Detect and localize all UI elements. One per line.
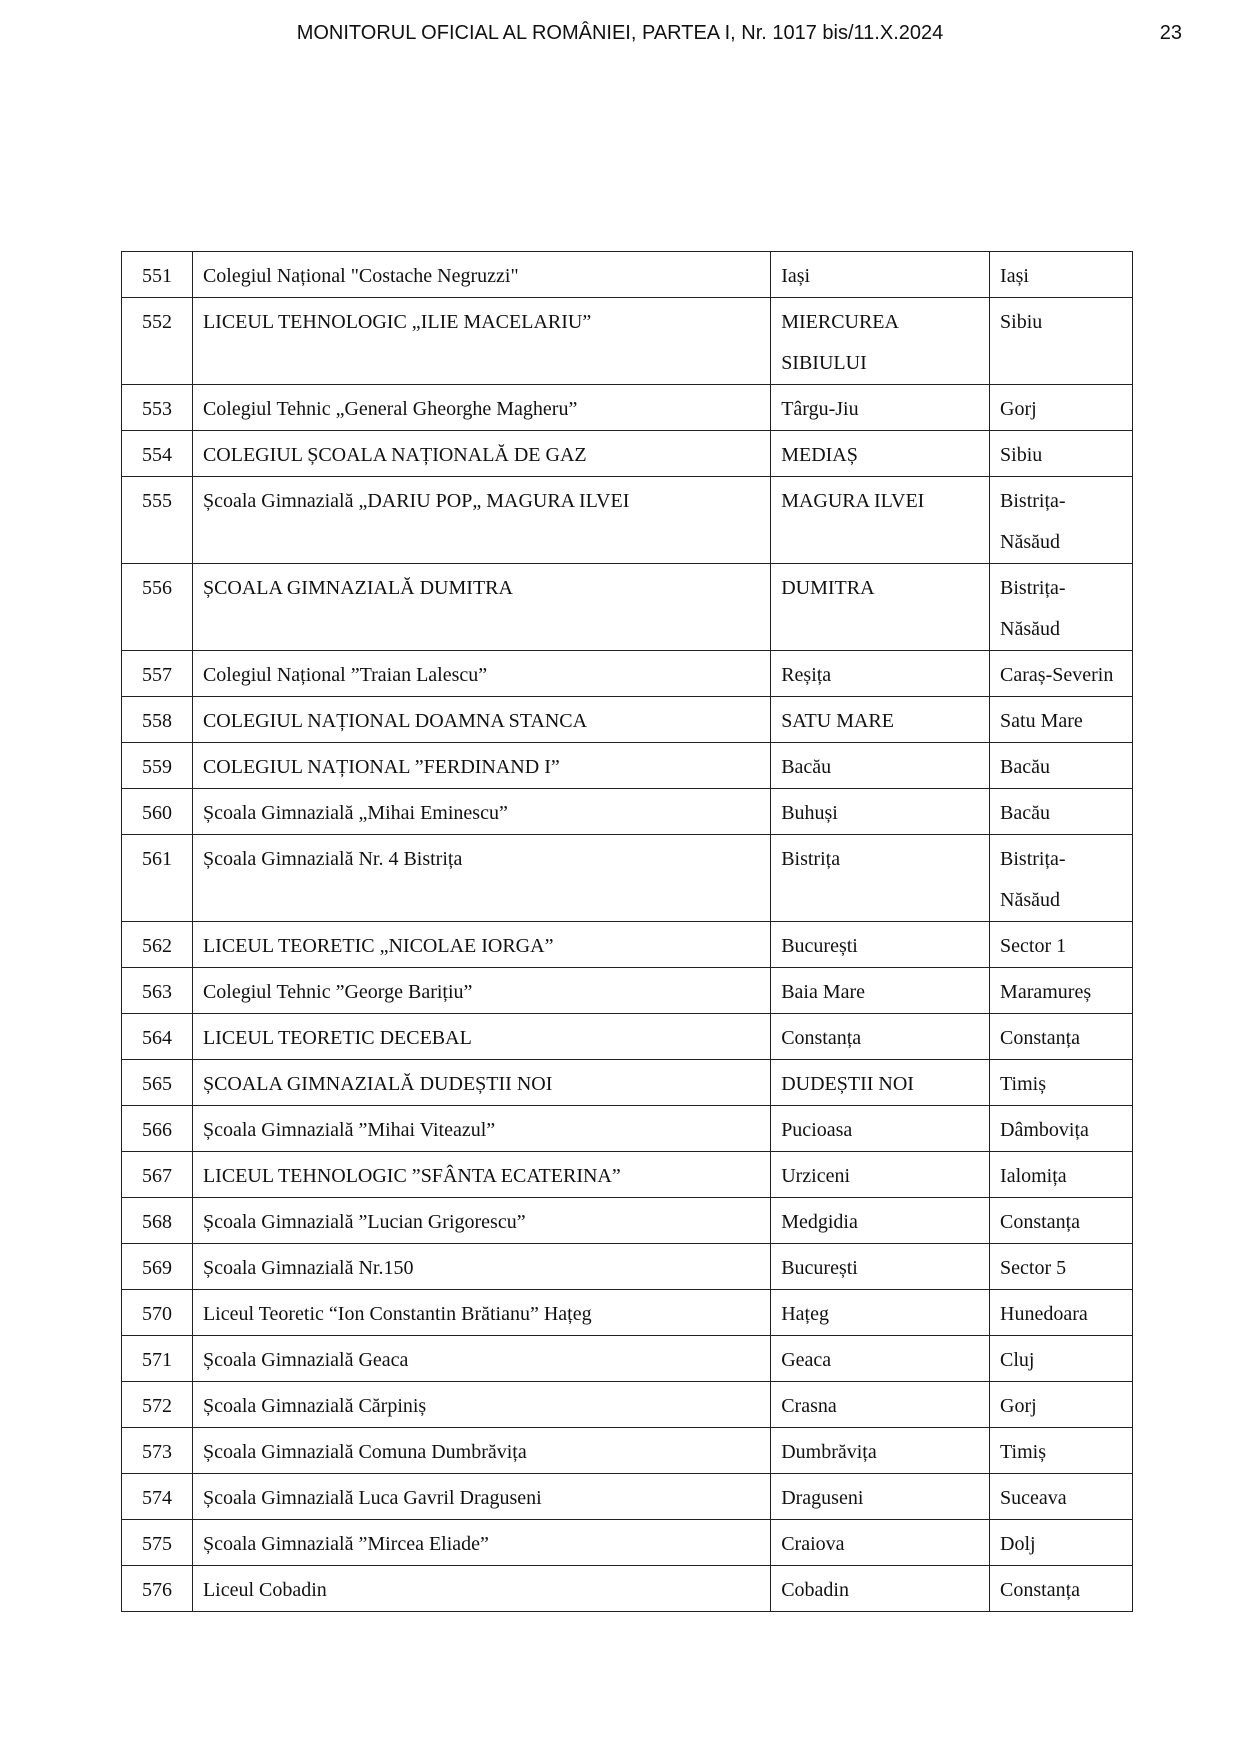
school-name-cell: Colegiul Național "Costache Negruzzi" (192, 252, 770, 298)
row-number-cell: 552 (122, 298, 193, 385)
table-row (122, 1428, 1133, 1474)
county-cell: Dâmbovița (990, 1106, 1133, 1152)
county-cell: Timiș (990, 1060, 1133, 1106)
school-name-cell: ȘCOALA GIMNAZIALĂ DUDEȘTII NOI (192, 1060, 770, 1106)
locality-cell: MAGURA ILVEI (771, 477, 990, 564)
locality-cell: SATU MARE (771, 697, 990, 743)
row-number-cell: 569 (122, 1244, 193, 1290)
county-cell: Timiș (990, 1428, 1133, 1474)
locality-cell: DUDEȘTII NOI (771, 1060, 990, 1106)
school-name-cell: Colegiul Tehnic ”George Barițiu” (192, 968, 770, 1014)
locality-cell: Medgidia (771, 1198, 990, 1244)
school-name-cell: LICEUL TEORETIC „NICOLAE IORGA” (192, 922, 770, 968)
county-cell: Hunedoara (990, 1290, 1133, 1336)
county-cell: Cluj (990, 1336, 1133, 1382)
table-row (122, 651, 1133, 697)
table-row (122, 1474, 1133, 1520)
county-cell: Gorj (990, 385, 1133, 431)
county-cell: Ialomița (990, 1152, 1133, 1198)
table-row (122, 1152, 1133, 1198)
table-row (122, 385, 1133, 431)
row-number-cell: 562 (122, 922, 193, 968)
county-cell: Sibiu (990, 431, 1133, 477)
locality-cell: Iași (771, 252, 990, 298)
county-cell: Dolj (990, 1520, 1133, 1566)
row-number-cell: 557 (122, 651, 193, 697)
county-cell: Bistrița-Năsăud (990, 477, 1133, 564)
school-name-cell: Colegiul Național ”Traian Lalescu” (192, 651, 770, 697)
table-row (122, 789, 1133, 835)
table-row (122, 1290, 1133, 1336)
table-row (122, 1106, 1133, 1152)
school-name-cell: Școala Gimnazială ”Mircea Eliade” (192, 1520, 770, 1566)
school-name-cell: LICEUL TEHNOLOGIC „ILIE MACELARIU” (192, 298, 770, 385)
row-number-cell: 574 (122, 1474, 193, 1520)
table-row (122, 1382, 1133, 1428)
table-row (122, 1198, 1133, 1244)
locality-cell: MIERCUREA SIBIULUI (771, 298, 990, 385)
row-number-cell: 559 (122, 743, 193, 789)
row-number-cell: 576 (122, 1566, 193, 1612)
row-number-cell: 558 (122, 697, 193, 743)
table-row (122, 968, 1133, 1014)
locality-cell: Constanța (771, 1014, 990, 1060)
school-name-cell: Liceul Teoretic “Ion Constantin Brătianu” Hațeg (192, 1290, 770, 1336)
row-number-cell: 566 (122, 1106, 193, 1152)
locality-cell: DUMITRA (771, 564, 990, 651)
publication-title: MONITORUL OFICIAL AL ROMÂNIEI, PARTEA I, Nr. 1017 bis/11.X.2024 (296, 22, 944, 44)
school-name-cell: Școala Gimnazială „DARIU POP„ MAGURA ILVEI (192, 477, 770, 564)
row-number-cell: 563 (122, 968, 193, 1014)
county-cell: Bacău (990, 743, 1133, 789)
locality-cell: Hațeg (771, 1290, 990, 1336)
school-name-cell: COLEGIUL ȘCOALA NAȚIONALĂ DE GAZ (192, 431, 770, 477)
school-name-cell: Școala Gimnazială Luca Gavril Draguseni (192, 1474, 770, 1520)
school-name-cell: Școala Gimnazială Nr. 4 Bistrița (192, 835, 770, 922)
locality-cell: Geaca (771, 1336, 990, 1382)
school-name-cell: Școala Gimnazială ”Mihai Viteazul” (192, 1106, 770, 1152)
row-number-cell: 570 (122, 1290, 193, 1336)
county-cell: Constanța (990, 1198, 1133, 1244)
county-cell: Constanța (990, 1014, 1133, 1060)
school-name-cell: COLEGIUL NAȚIONAL DOAMNA STANCA (192, 697, 770, 743)
table-row (122, 1566, 1133, 1612)
row-number-cell: 568 (122, 1198, 193, 1244)
locality-cell: Bacău (771, 743, 990, 789)
page-number: 23 (1159, 22, 1182, 44)
county-cell: Bistrița-Năsăud (990, 835, 1133, 922)
locality-cell: Reșița (771, 651, 990, 697)
school-name-cell: ȘCOALA GIMNAZIALĂ DUMITRA (192, 564, 770, 651)
table-row (122, 1014, 1133, 1060)
row-number-cell: 564 (122, 1014, 193, 1060)
school-name-cell: Școala Gimnazială „Mihai Eminescu” (192, 789, 770, 835)
table-row (122, 1336, 1133, 1382)
county-cell: Maramureș (990, 968, 1133, 1014)
locality-cell: București (771, 922, 990, 968)
locality-cell: Pucioasa (771, 1106, 990, 1152)
row-number-cell: 573 (122, 1428, 193, 1474)
table-row (122, 431, 1133, 477)
table-row (122, 835, 1133, 922)
table-row (122, 477, 1133, 564)
county-cell: Iași (990, 252, 1133, 298)
county-cell: Bistrița-Năsăud (990, 564, 1133, 651)
school-name-cell: Școala Gimnazială ”Lucian Grigorescu” (192, 1198, 770, 1244)
locality-cell: MEDIAȘ (771, 431, 990, 477)
schools-table (121, 251, 1133, 1612)
school-name-cell: LICEUL TEORETIC DECEBAL (192, 1014, 770, 1060)
school-name-cell: Liceul Cobadin (192, 1566, 770, 1612)
row-number-cell: 560 (122, 789, 193, 835)
county-cell: Gorj (990, 1382, 1133, 1428)
county-cell: Sibiu (990, 298, 1133, 385)
locality-cell: Târgu-Jiu (771, 385, 990, 431)
county-cell: Constanța (990, 1566, 1133, 1612)
locality-cell: Bistrița (771, 835, 990, 922)
locality-cell: Cobadin (771, 1566, 990, 1612)
table-row (122, 743, 1133, 789)
county-cell: Bacău (990, 789, 1133, 835)
table-row (122, 697, 1133, 743)
school-name-cell: Școala Gimnazială Geaca (192, 1336, 770, 1382)
locality-cell: Draguseni (771, 1474, 990, 1520)
table-row (122, 1244, 1133, 1290)
table-row (122, 564, 1133, 651)
school-name-cell: Colegiul Tehnic „General Gheorghe Magheru” (192, 385, 770, 431)
school-name-cell: LICEUL TEHNOLOGIC ”SFÂNTA ECATERINA” (192, 1152, 770, 1198)
locality-cell: București (771, 1244, 990, 1290)
county-cell: Satu Mare (990, 697, 1133, 743)
county-cell: Caraș-Severin (990, 651, 1133, 697)
school-name-cell: Școala Gimnazială Cărpiniș (192, 1382, 770, 1428)
table-row (122, 1060, 1133, 1106)
locality-cell: Dumbrăvița (771, 1428, 990, 1474)
county-cell: Sector 5 (990, 1244, 1133, 1290)
school-name-cell: COLEGIUL NAȚIONAL ”FERDINAND I” (192, 743, 770, 789)
row-number-cell: 572 (122, 1382, 193, 1428)
locality-cell: Craiova (771, 1520, 990, 1566)
row-number-cell: 575 (122, 1520, 193, 1566)
table-row (122, 298, 1133, 385)
county-cell: Suceava (990, 1474, 1133, 1520)
school-name-cell: Școala Gimnazială Nr.150 (192, 1244, 770, 1290)
locality-cell: Baia Mare (771, 968, 990, 1014)
county-cell: Sector 1 (990, 922, 1133, 968)
locality-cell: Crasna (771, 1382, 990, 1428)
row-number-cell: 561 (122, 835, 193, 922)
table-row (122, 1520, 1133, 1566)
row-number-cell: 551 (122, 252, 193, 298)
row-number-cell: 556 (122, 564, 193, 651)
row-number-cell: 571 (122, 1336, 193, 1382)
row-number-cell: 554 (122, 431, 193, 477)
row-number-cell: 565 (122, 1060, 193, 1106)
school-name-cell: Școala Gimnazială Comuna Dumbrăvița (192, 1428, 770, 1474)
row-number-cell: 555 (122, 477, 193, 564)
locality-cell: Urziceni (771, 1152, 990, 1198)
page-header (0, 0, 1240, 60)
table-row (122, 252, 1133, 298)
table-row (122, 922, 1133, 968)
row-number-cell: 567 (122, 1152, 193, 1198)
locality-cell: Buhuși (771, 789, 990, 835)
schools-table-body (122, 252, 1133, 1612)
row-number-cell: 553 (122, 385, 193, 431)
